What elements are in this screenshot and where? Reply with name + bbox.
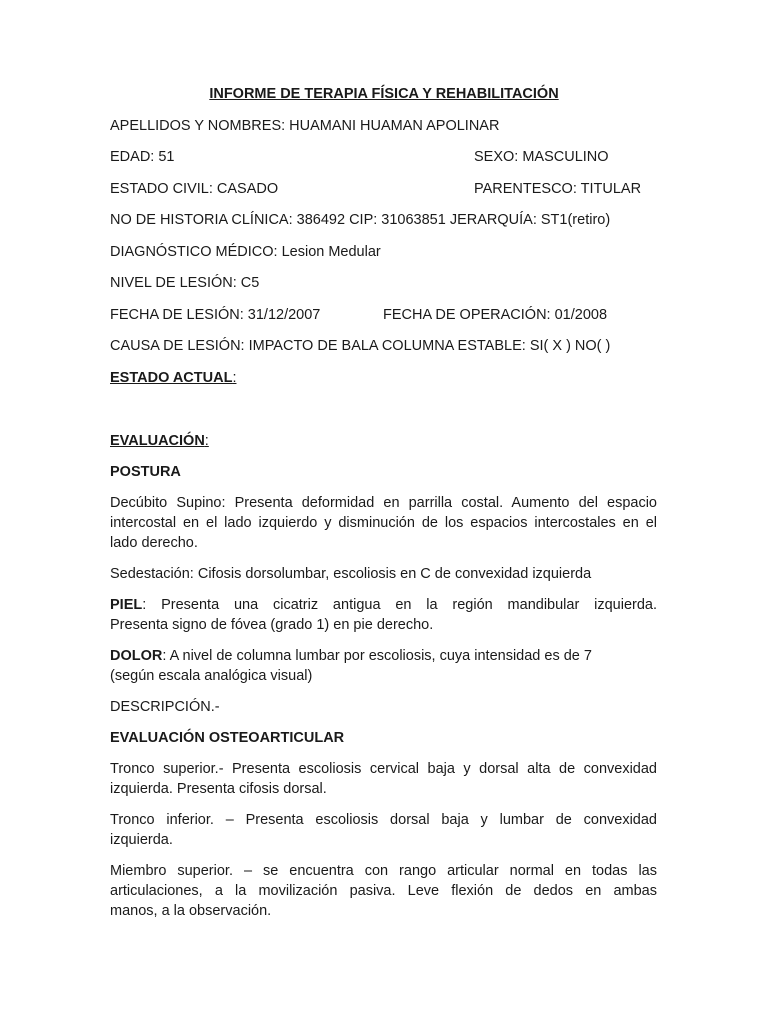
paragraph-line: izquierda. [110,832,173,848]
operation-date: FECHA DE OPERACIÓN: 01/2008 [383,307,608,323]
paragraph-line: Tronco inferior. – Presenta escoliosis dorsal baja y lumbar de convexidad [110,812,657,828]
postura-supino-paragraph [110,493,657,553]
paragraph-line: (según escala analógica visual) [110,668,313,684]
patient-sex: SEXO: MASCULINO [474,149,609,165]
injury-level: NIVEL DE LESIÓN: C5 [110,275,260,291]
tronco-inferior-paragraph [110,810,657,850]
evaluacion-colon: : [204,433,209,449]
patient-name: APELLIDOS Y NOMBRES: HUAMANI HUAMAN APOLINAR [110,118,500,134]
miembro-superior-paragraph [110,861,657,921]
piel-text: : Presenta una cicatriz antigua en la región mandibular izquierda. [142,597,657,613]
dolor-paragraph [110,646,657,686]
paragraph-line: manos, a la observación. [110,903,272,919]
injury-date: FECHA DE LESIÓN: 31/12/2007 [110,307,321,323]
paragraph-line: articulaciones, a la movilización pasiva. Leve flexión de dedos en ambas [110,883,657,899]
dolor-text: : A nivel de columna lumbar por escoliosis, cuya intensidad es de 7 [162,648,592,664]
estado-actual-label: ESTADO ACTUAL [110,370,233,386]
evaluacion-heading [110,431,209,451]
paragraph-line: intercostal en el lado izquierdo y disminución de los espacios intercostales en el [110,515,657,531]
evaluacion-label: EVALUACIÓN [110,433,205,449]
postura-heading: POSTURA [110,464,181,480]
paragraph-line [110,595,657,615]
paragraph-line: Presenta signo de fóvea (grado 1) en pie derecho. [110,617,434,633]
descripcion-line: DESCRIPCIÓN.- [110,699,220,715]
medical-diagnosis: DIAGNÓSTICO MÉDICO: Lesion Medular [110,244,381,260]
tronco-superior-paragraph [110,759,657,799]
patient-age: EDAD: 51 [110,149,175,165]
paragraph-line: Decúbito Supino: Presenta deformidad en parrilla costal. Aumento del espacio [110,495,657,511]
paragraph-line [110,646,657,666]
estado-actual-heading [110,368,236,388]
dolor-label: DOLOR [110,648,163,664]
injury-cause: CAUSA DE LESIÓN: IMPACTO DE BALA COLUMNA ESTABLE: SI( X ) NO( ) [110,338,611,354]
paragraph-line: lado derecho. [110,535,198,551]
piel-label: PIEL [110,597,143,613]
patient-civil-status: ESTADO CIVIL: CASADO [110,181,279,197]
piel-paragraph [110,595,657,635]
report-title: INFORME DE TERAPIA FÍSICA Y REHABILITACIÓN [209,86,559,102]
patient-relationship: PARENTESCO: TITULAR [474,181,642,197]
estado-actual-colon: : [232,370,237,386]
osteoarticular-heading: EVALUACIÓN OSTEOARTICULAR [110,730,345,746]
paragraph-line: Miembro superior. – se encuentra con rango articular normal en todas las [110,863,657,879]
paragraph-line: izquierda. Presenta cifosis dorsal. [110,781,327,797]
paragraph-line: Tronco superior.- Presenta escoliosis cervical baja y dorsal alta de convexidad [110,761,657,777]
sedestacion-line: Sedestación: Cifosis dorsolumbar, escoliosis en C de convexidad izquierda [110,566,592,582]
patient-history: NO DE HISTORIA CLÍNICA: 386492 CIP: 31063851 JERARQUÍA: ST1(retiro) [110,212,611,228]
